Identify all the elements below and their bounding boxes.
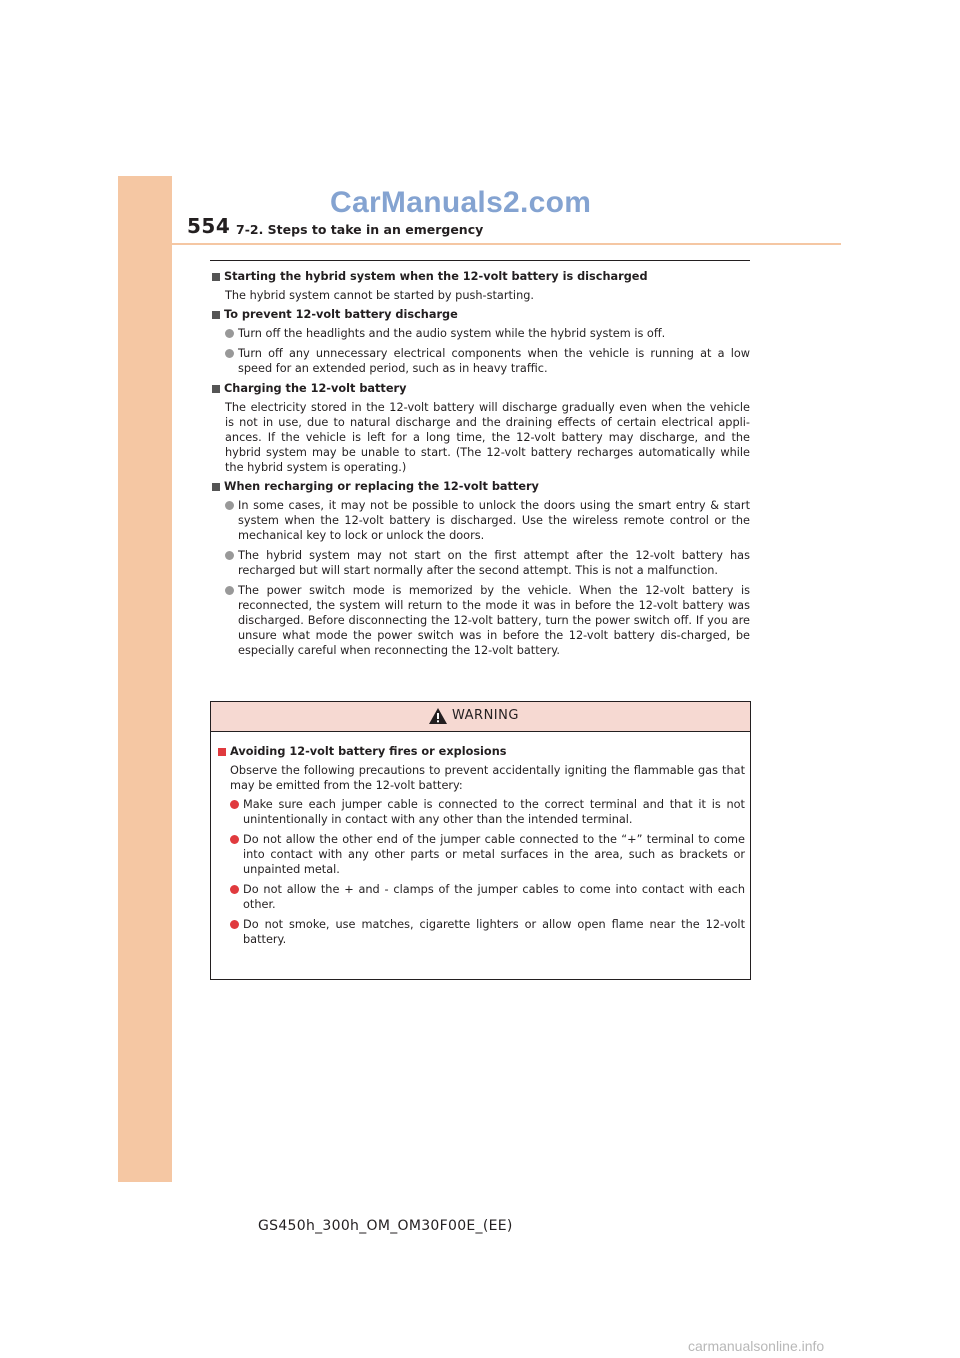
section-recharging-replacing — [210, 479, 750, 658]
circle-bullet-icon — [225, 349, 234, 358]
warning-list-item — [216, 832, 745, 877]
warning-triangle-icon — [429, 708, 447, 724]
circle-bullet-icon — [230, 920, 239, 929]
list-item — [210, 326, 750, 341]
circle-bullet-icon — [230, 835, 239, 844]
header-rule — [172, 243, 841, 245]
section-charging — [210, 381, 750, 475]
warning-list-item — [216, 797, 745, 827]
list-item-text: Turn off the headlights and the audio system while the hybrid system is off. — [238, 327, 666, 340]
section-heading — [210, 381, 750, 396]
warning-body — [211, 732, 750, 947]
square-bullet-icon — [218, 748, 226, 756]
circle-bullet-icon — [225, 329, 234, 338]
list-item-text: Do not allow the + and - clamps of the jumper cables to come into contact with each other. — [243, 883, 745, 911]
circle-bullet-icon — [225, 586, 234, 595]
watermark-top[interactable]: CarManuals2.com — [330, 186, 592, 219]
section-heading — [210, 307, 750, 322]
section-title: 7-2. Steps to take in an emergency — [236, 222, 484, 237]
square-bullet-icon — [212, 273, 220, 281]
warning-heading — [216, 744, 745, 759]
list-item — [210, 498, 750, 543]
list-item-text: Do not allow the other end of the jumper cable connected to the “+” terminal to come into contact with any other parts or metal surfaces in the area, such as brackets or unpainted metal. — [243, 833, 745, 876]
list-item — [210, 346, 750, 376]
list-item-text: The power switch mode is memorized by the vehicle. When the 12-volt battery is reconnected, the system will return to the mode it was in before the 12-volt battery was discharged. Before disconnecting the 12-volt battery, turn the power switch off. If you are unsure what mode the power switch was in before the 12-volt battery dis-charged, be especially careful when reconnecting the 12-volt battery. — [238, 584, 750, 657]
square-bullet-icon — [212, 311, 220, 319]
list-item-text: Make sure each jumper cable is connected to the correct terminal and that it is not unintentionally in contact with any other than the intended terminal. — [243, 798, 745, 826]
content-rule — [210, 260, 750, 261]
circle-bullet-icon — [225, 501, 234, 510]
heading-text: When recharging or replacing the 12-volt battery — [224, 480, 539, 493]
paragraph: The electricity stored in the 12-volt battery will discharge gradually even when the vehicle is not in use, due to natural discharge and the draining effects of certain electrical appli-ances. If the vehicle is left for a long time, the 12-volt battery may discharge, and the hybrid system may be unable to start. (The 12-volt battery recharges automatically while the hybrid system is operating.) — [225, 401, 750, 474]
heading-text: Charging the 12-volt battery — [224, 382, 407, 395]
warning-list-item — [216, 917, 745, 947]
section-starting-hybrid — [210, 269, 750, 303]
sidebar-tab — [118, 176, 172, 1182]
section-prevent-discharge — [210, 307, 750, 376]
list-item-text: In some cases, it may not be possible to unlock the doors using the smart entry & start system when the 12-volt battery is discharged. Use the wireless remote control or the mechanical key to lock or unlock the doors. — [238, 499, 750, 542]
list-item — [210, 548, 750, 578]
list-item-text: Do not smoke, use matches, cigarette lighters or allow open flame near the 12-volt battery. — [243, 918, 745, 946]
circle-bullet-icon — [230, 885, 239, 894]
footer-model-code: GS450h_300h_OM_OM30F00E_(EE) — [258, 1218, 513, 1234]
warning-header — [211, 702, 750, 732]
warning-label: WARNING — [452, 708, 519, 723]
main-content — [210, 269, 750, 663]
paragraph: The hybrid system cannot be started by push-starting. — [225, 289, 534, 302]
list-item-text: Turn off any unnecessary electrical components when the vehicle is running at a low speed for an extended period, such as in heavy traffic. — [238, 347, 750, 375]
heading-text: Starting the hybrid system when the 12-volt battery is discharged — [224, 270, 648, 283]
circle-bullet-icon — [225, 551, 234, 560]
list-item — [210, 583, 750, 658]
warning-list-item — [216, 882, 745, 912]
heading-text: To prevent 12-volt battery discharge — [224, 308, 458, 321]
page-number: 554 — [187, 214, 231, 238]
circle-bullet-icon — [230, 800, 239, 809]
watermark-bottom[interactable]: carmanualsonline.info — [688, 1338, 825, 1354]
heading-text: Avoiding 12-volt battery fires or explosions — [230, 745, 507, 758]
square-bullet-icon — [212, 483, 220, 491]
section-heading — [210, 269, 750, 284]
section-heading — [210, 479, 750, 494]
square-bullet-icon — [212, 385, 220, 393]
list-item-text: The hybrid system may not start on the first attempt after the 12-volt battery has recharged but will start normally after the second attempt. This is not a malfunction. — [238, 549, 750, 577]
warning-intro: Observe the following precautions to prevent accidentally igniting the flammable gas that may be emitted from the 12-volt battery: — [230, 764, 745, 792]
warning-box — [210, 701, 751, 980]
